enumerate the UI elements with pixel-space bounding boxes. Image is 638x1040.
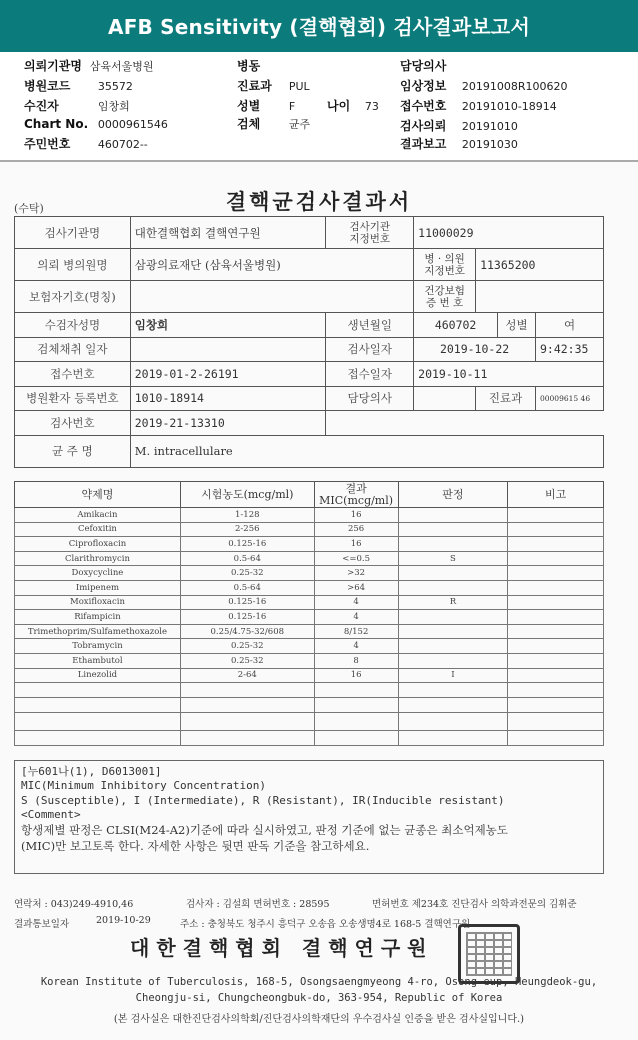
- health-ins-value: [476, 281, 604, 313]
- drug-mic-result: <=0.5: [314, 551, 398, 566]
- resident-no-value: 460702--: [97, 138, 148, 151]
- clinical-info-label: 임상정보: [400, 79, 447, 93]
- drug-name: [15, 683, 181, 698]
- request-date-label: 검사의뢰: [400, 119, 447, 133]
- test-no-value: 2019-21-13310: [130, 411, 326, 436]
- request-date-value: 20191010: [461, 120, 518, 133]
- clinical-info-value: 20191008R100620: [461, 80, 568, 93]
- drug-row: [15, 537, 604, 552]
- doc-sex-label: 성별: [498, 313, 536, 338]
- notes-code: [누601나(1), D6013001]: [21, 765, 162, 778]
- drug-mic-result: 256: [314, 522, 398, 537]
- drug-name: Linezolid: [15, 668, 181, 683]
- info-row-test-no: [15, 411, 604, 436]
- drug-name: Clarithromycin: [15, 551, 181, 566]
- footer-report-label: 결과통보일자: [14, 919, 70, 930]
- drug-test-range: 0.25-32: [180, 566, 314, 581]
- patient-info-table: [14, 216, 604, 468]
- drug-name: Trimethoprim/Sulfamethoxazole: [15, 624, 181, 639]
- test-no-blank: [326, 411, 604, 436]
- drug-test-range: [180, 698, 314, 713]
- notes-comment-1: 항생제별 판정은 CLSI(M24-A2)기준에 따라 실시하였고, 판정 기준에 없는 균종은 최소억제농도: [21, 823, 508, 838]
- age-row: [327, 97, 379, 114]
- lab-value: 대한결핵협회 결핵연구원: [130, 217, 326, 249]
- health-ins-label: [414, 281, 476, 313]
- hosp-code-label: [414, 249, 476, 281]
- specimen-value: 균주: [288, 118, 311, 131]
- doc-dept-value: 00009615 46: [535, 386, 603, 411]
- drug-name: Moxifloxacin: [15, 595, 181, 610]
- drug-row: [15, 566, 604, 581]
- drug-remark: [508, 653, 604, 668]
- lab-code-label-1: 검사기관: [349, 220, 391, 233]
- drug-row-empty: [15, 731, 604, 746]
- drug-test-range: 0.5-64: [180, 580, 314, 595]
- drug-interpretation: [398, 610, 508, 625]
- receipt-date-value: 2019-10-11: [414, 362, 604, 387]
- drug-test-range: 0.25/4.75-32/608: [180, 624, 314, 639]
- doc-receipt-no-label: 접수번호: [15, 362, 131, 387]
- drug-name: Cefoxitin: [15, 522, 181, 537]
- req-hosp-value: 삼광의료재단 (삼육서울병원): [130, 249, 413, 281]
- patient-value: 임창희: [97, 100, 130, 113]
- lab-label: 검사기관명: [15, 217, 131, 249]
- english-address-2: Cheongju-si, Chungcheongbuk-do, 363-954, Republic of Korea: [135, 992, 503, 1004]
- institution-value: 삼육서울병원: [89, 60, 154, 73]
- footer-contact: 연락처 : 043)249-4910,46: [14, 899, 134, 910]
- col-mic-bottom: MIC(mcg/ml): [319, 493, 394, 507]
- drug-test-range: [180, 683, 314, 698]
- receipt-no-row: [400, 97, 557, 114]
- lab-code-label: [326, 217, 414, 249]
- specimen-row: [237, 115, 310, 132]
- drug-row: [15, 639, 604, 654]
- col-drug: 약제명: [15, 482, 181, 508]
- drug-table-body: [15, 508, 604, 746]
- drug-mic-result: 16: [314, 508, 398, 523]
- drug-name: [15, 731, 181, 746]
- ward-row: [237, 57, 260, 74]
- drug-test-range: [180, 713, 314, 731]
- drug-mic-result: 4: [314, 595, 398, 610]
- clinical-info-row: [400, 77, 567, 94]
- organism-value: M. intracellulare: [130, 435, 603, 467]
- drug-row-empty: [15, 683, 604, 698]
- drug-row-empty: [15, 713, 604, 731]
- lab-code-value: 11000029: [414, 217, 604, 249]
- doc-sex-value: 여: [535, 313, 603, 338]
- dept-label: 진료과: [237, 79, 272, 93]
- dept-value: PUL: [288, 80, 310, 93]
- col-mic-top: 결과: [345, 481, 367, 495]
- document-tag: (수탁): [14, 202, 44, 215]
- drug-row: [15, 610, 604, 625]
- english-address-1: Korean Institute of Tuberculosis, 168-5, Osongsaengmyeong 4-ro, Osong-eup, Heungdeok-gu,: [40, 976, 598, 988]
- doc-dept-label: 진료과: [476, 386, 536, 411]
- drug-interpretation: [398, 698, 508, 713]
- report-date-label: 결과보고: [400, 137, 447, 151]
- collect-value: [130, 337, 326, 362]
- test-date-label: 검사일자: [326, 337, 414, 362]
- drug-mic-result: 4: [314, 610, 398, 625]
- chart-no-row: [24, 117, 168, 131]
- drug-name: Imipenem: [15, 580, 181, 595]
- drug-remark: [508, 698, 604, 713]
- drug-remark: [508, 551, 604, 566]
- col-interp: 판정: [398, 482, 508, 508]
- health-ins-label-1: 건강보험: [424, 284, 465, 297]
- organization-name: 대한결핵협회 결핵연구원: [130, 936, 434, 960]
- footer-report-date: 2019-10-29: [96, 915, 151, 926]
- doc-receipt-no-value: 2019-01-2-26191: [130, 362, 326, 387]
- notes-comment-title: <Comment>: [21, 807, 81, 821]
- test-time-value: 9:42:35: [535, 337, 603, 362]
- col-range: 시험농도(mcg/ml): [180, 482, 314, 508]
- drug-interpretation: [398, 624, 508, 639]
- age-value: 73: [364, 100, 379, 113]
- drug-mic-result: 4: [314, 639, 398, 654]
- resident-no-row: [24, 135, 148, 152]
- notes-box: [14, 760, 604, 874]
- age-label: 나이: [327, 99, 351, 113]
- dob-label: 생년월일: [326, 313, 414, 338]
- reg-no-label: 병원환자 등록번호: [15, 386, 131, 411]
- sex-label: 성별: [237, 99, 261, 113]
- patient-name-label: 수검자성명: [15, 313, 131, 338]
- drug-interpretation: [398, 639, 508, 654]
- receipt-date-label: 접수일자: [326, 362, 414, 387]
- report-date-row: [400, 135, 518, 152]
- drug-mic-result: [314, 698, 398, 713]
- drug-table-header: [15, 482, 604, 508]
- hosp-code-label-1: 병 · 의원: [424, 252, 465, 265]
- info-row-organism: [15, 435, 604, 467]
- doc-doctor-value: [414, 386, 476, 411]
- drug-row: [15, 580, 604, 595]
- drug-mic-result: 16: [314, 668, 398, 683]
- drug-interpretation: [398, 508, 508, 523]
- sex-row: [237, 97, 295, 114]
- drug-mic-result: [314, 731, 398, 746]
- drug-test-range: 2-256: [180, 522, 314, 537]
- test-date-value: 2019-10-22: [414, 337, 536, 362]
- health-ins-label-2: 증 번 호: [426, 296, 464, 309]
- drug-mic-result: >64: [314, 580, 398, 595]
- drug-remark: [508, 522, 604, 537]
- doctor-row: [400, 57, 446, 74]
- drug-name: Tobramycin: [15, 639, 181, 654]
- drug-sensitivity-table: [14, 481, 604, 746]
- drug-interpretation: [398, 683, 508, 698]
- official-seal: [458, 924, 520, 984]
- patient-name-value: 임창희: [130, 313, 326, 338]
- footer-tester: 검사자 : 김설희 면허번호 : 28595: [186, 899, 330, 910]
- drug-remark: [508, 731, 604, 746]
- drug-interpretation: [398, 522, 508, 537]
- notes-comment-2: (MIC)만 보고토록 한다. 자세한 사항은 뒷면 판독 기준을 참고하세요.: [21, 839, 370, 854]
- drug-name: Doxycycline: [15, 566, 181, 581]
- col-remark: 비고: [508, 482, 604, 508]
- drug-test-range: 0.25-32: [180, 639, 314, 654]
- drug-remark: [508, 668, 604, 683]
- drug-remark: [508, 566, 604, 581]
- info-row-collect: [15, 337, 604, 362]
- footer-address: 주소 : 충청북도 청주시 흥덕구 오송읍 오송생명4로 168-5 결핵연구원: [180, 919, 471, 930]
- receipt-no-label: 접수번호: [400, 99, 447, 113]
- report-title: AFB Sensitivity (결핵협회) 검사결과보고서: [0, 0, 638, 52]
- drug-interpretation: [398, 713, 508, 731]
- col-mic: [314, 482, 398, 508]
- drug-interpretation: [398, 566, 508, 581]
- drug-test-range: [180, 731, 314, 746]
- drug-interpretation: [398, 731, 508, 746]
- hosp-code-label-2: 지정번호: [424, 264, 465, 277]
- drug-test-range: 0.125-16: [180, 610, 314, 625]
- drug-test-range: 1-128: [180, 508, 314, 523]
- dept-row: [237, 77, 310, 94]
- hospital-code-row: [24, 77, 133, 94]
- drug-name: [15, 713, 181, 731]
- ward-label: 병동: [237, 59, 261, 73]
- drug-remark: [508, 595, 604, 610]
- document-title: 결핵균검사결과서: [225, 189, 413, 214]
- institution-row: [24, 57, 154, 74]
- hospital-code-value: 35572: [97, 80, 133, 93]
- drug-mic-result: [314, 713, 398, 731]
- doc-doctor-label: 담당의사: [326, 386, 414, 411]
- drug-remark: [508, 713, 604, 731]
- drug-remark: [508, 537, 604, 552]
- drug-test-range: 0.25-32: [180, 653, 314, 668]
- drug-name: Amikacin: [15, 508, 181, 523]
- info-row-patient: [15, 313, 604, 338]
- drug-mic-result: 8: [314, 653, 398, 668]
- request-date-row: [400, 117, 518, 134]
- drug-test-range: 2-64: [180, 668, 314, 683]
- seal-pattern: [466, 932, 512, 976]
- drug-remark: [508, 508, 604, 523]
- sex-value: F: [288, 100, 296, 113]
- drug-interpretation: [398, 537, 508, 552]
- footer-license: 면허번호 제234호 진단검사 의학과전문의 김휘준: [372, 899, 577, 910]
- info-row-lab: [15, 217, 604, 249]
- specimen-label: 검체: [237, 117, 261, 131]
- insurance-label: 보험자기호(명칭): [15, 281, 131, 313]
- report-date-value: 20191030: [461, 138, 518, 151]
- drug-mic-result: >32: [314, 566, 398, 581]
- chart-no-label: Chart No.: [24, 117, 89, 131]
- reg-no-value: 1010-18914: [130, 386, 326, 411]
- patient-label: 수진자: [24, 99, 59, 113]
- info-row-insurance: [15, 281, 604, 313]
- resident-no-label: 주민번호: [24, 137, 71, 151]
- req-hosp-label: 의뢰 병의원명: [15, 249, 131, 281]
- drug-name: Ethambutol: [15, 653, 181, 668]
- info-row-hospital: [15, 249, 604, 281]
- drug-name: Rifampicin: [15, 610, 181, 625]
- drug-mic-result: [314, 683, 398, 698]
- certification-note: (본 검사실은 대한진단검사의학회/진단검사의학재단의 우수검사실 인증을 받은 검사실입니다.): [113, 1014, 525, 1025]
- drug-interpretation: [398, 653, 508, 668]
- drug-row: [15, 508, 604, 523]
- chart-no-value: 0000961546: [97, 118, 168, 131]
- drug-row: [15, 595, 604, 610]
- hospital-code-label: 병원코드: [24, 79, 71, 93]
- drug-remark: [508, 624, 604, 639]
- drug-row: [15, 653, 604, 668]
- dob-value: 460702: [414, 313, 498, 338]
- test-no-label: 검사번호: [15, 411, 131, 436]
- hosp-code-value: 11365200: [476, 249, 604, 281]
- drug-remark: [508, 610, 604, 625]
- drug-remark: [508, 580, 604, 595]
- patient-row: [24, 97, 130, 114]
- drug-interpretation: R: [398, 595, 508, 610]
- insurance-value: [130, 281, 413, 313]
- drug-interpretation: I: [398, 668, 508, 683]
- organism-label: 균 주 명: [15, 435, 131, 467]
- drug-name: [15, 698, 181, 713]
- drug-mic-result: 16: [314, 537, 398, 552]
- lab-code-label-2: 지정번호: [349, 232, 391, 245]
- doctor-label: 담당의사: [400, 59, 447, 73]
- drug-test-range: 0.125-16: [180, 537, 314, 552]
- info-row-receipt: [15, 362, 604, 387]
- drug-interpretation: [398, 580, 508, 595]
- institution-label: 의뢰기관명: [24, 59, 82, 73]
- drug-test-range: 0.125-16: [180, 595, 314, 610]
- drug-row-empty: [15, 698, 604, 713]
- drug-row: [15, 551, 604, 566]
- drug-remark: [508, 639, 604, 654]
- drug-mic-result: 8/152: [314, 624, 398, 639]
- drug-test-range: 0.5-64: [180, 551, 314, 566]
- drug-interpretation: S: [398, 551, 508, 566]
- drug-name: Ciprofloxacin: [15, 537, 181, 552]
- drug-remark: [508, 683, 604, 698]
- notes-legend: S (Susceptible), I (Intermediate), R (Resistant), IR(Inducible resistant): [21, 793, 505, 807]
- collect-label: 검체채취 일자: [15, 337, 131, 362]
- notes-mic-def: MIC(Minimum Inhibitory Concentration): [21, 779, 267, 793]
- info-row-registration: [15, 386, 604, 411]
- drug-row: [15, 522, 604, 537]
- receipt-no-value: 20191010-18914: [461, 100, 557, 113]
- drug-row: [15, 668, 604, 683]
- drug-row: [15, 624, 604, 639]
